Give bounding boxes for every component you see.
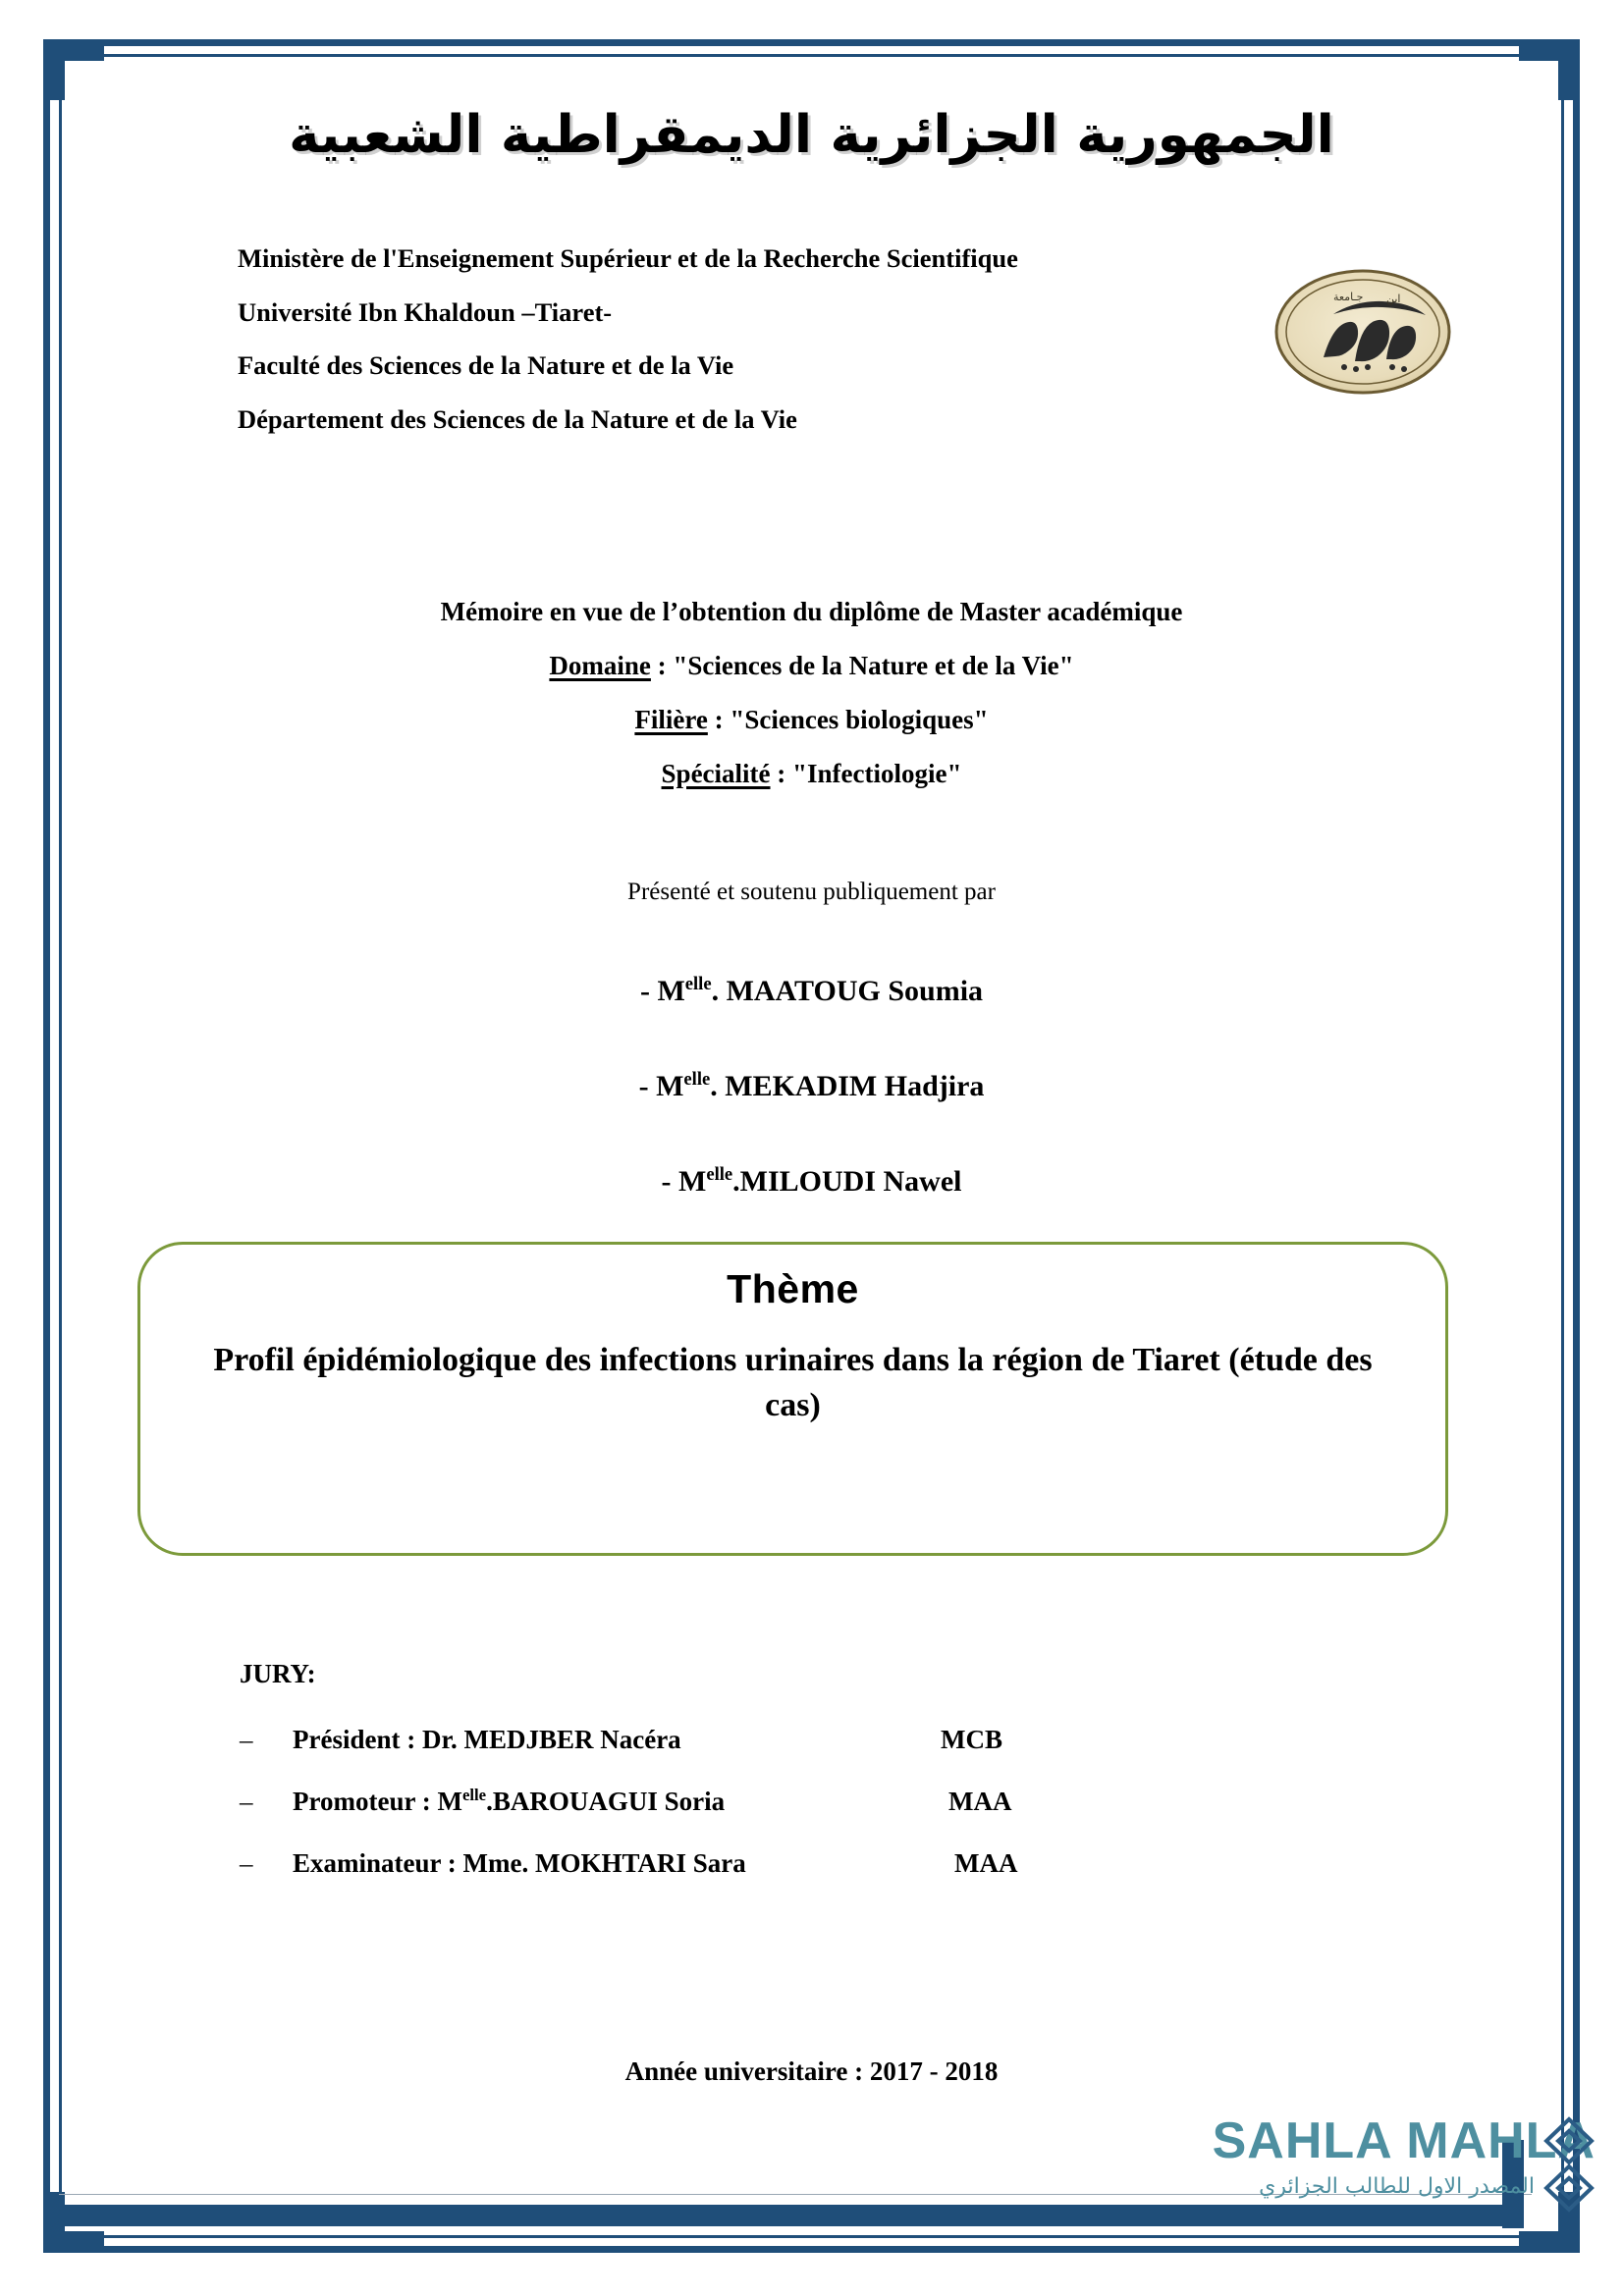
svg-text:جـامعة: جـامعة — [1333, 291, 1364, 303]
jury-heading: JURY: — [240, 1659, 316, 1688]
watermark-brand: SAHLA MAHLA — [1212, 2112, 1596, 2169]
domaine-value: : "Sciences de la Nature et de la Vie" — [657, 651, 1074, 680]
jury-role-promoteur-suffix: .BAROUAGUI Soria — [486, 1787, 726, 1816]
jury-role-president — [293, 1725, 941, 1755]
filiere-line — [0, 705, 1623, 735]
academic-year: Année universitaire : 2017 - 2018 — [624, 2056, 999, 2086]
jury-grade-president: MCB — [941, 1725, 1002, 1754]
students-list — [0, 974, 1623, 1262]
university-seal-logo — [1239, 263, 1487, 400]
institution-line-ministry: Ministère de l'Enseignement Supérieur et de la Recherche Scientifique — [238, 243, 1018, 273]
institution-line-department: Département des Sciences de la Nature et de la Vie — [238, 403, 797, 434]
student-2-prefix: - M — [638, 1070, 684, 1102]
svg-text:ابن: ابن — [1386, 293, 1401, 305]
student-1-name: . MAATOUG Soumia — [711, 975, 984, 1007]
degree-block — [0, 597, 1623, 813]
student-2-name: . MEKADIM Hadjira — [710, 1070, 985, 1102]
theme-box — [137, 1242, 1448, 1556]
student-name-2 — [0, 1069, 1623, 1102]
arabic-republic-title: الجمهورية الجزائرية الديمقراطية الشعبية — [289, 105, 1334, 165]
jury-role-president-text: Président : Dr. MEDJBER Nacéra — [293, 1725, 681, 1754]
jury-role-promoteur-sup: elle — [461, 1786, 487, 1804]
memoire-line: Mémoire en vue de l’obtention du diplôme de Master académique — [440, 597, 1183, 626]
student-name-1 — [0, 974, 1623, 1007]
institution-line-university: Université Ibn Khaldoun –Tiaret- — [238, 296, 613, 327]
jury-bullet-dash-2: – — [240, 1787, 253, 1816]
theme-subject: Profil épidémiologique des infections urinaires dans la région de Tiaret (étude des cas) — [213, 1342, 1373, 1423]
watermark-tagline: المصدر الاول للطالب الجزائري — [1259, 2174, 1535, 2199]
domaine-line — [0, 651, 1623, 681]
domaine-label: Domaine — [549, 651, 651, 680]
jury-row-promoteur — [240, 1787, 1320, 1817]
jury-role-examinateur-text: Examinateur : Mme. MOKHTARI Sara — [293, 1848, 746, 1878]
jury-row-examinateur — [240, 1848, 1320, 1879]
filiere-label: Filière — [634, 705, 708, 734]
filiere-value: : "Sciences biologiques" — [714, 705, 989, 734]
specialite-label: Spécialité — [661, 759, 771, 788]
jury-role-promoteur — [293, 1787, 941, 1817]
student-3-name: .MILOUDI Nawel — [732, 1165, 962, 1198]
student-2-honorific-sup: elle — [683, 1069, 711, 1090]
student-1-prefix: - M — [639, 975, 685, 1007]
jury-bullet-dash-1: – — [240, 1725, 253, 1754]
institution-line-faculty: Faculté des Sciences de la Nature et de la Vie — [238, 350, 734, 380]
student-name-3 — [0, 1164, 1623, 1198]
jury-row-president — [240, 1725, 1320, 1755]
sahla-mahla-watermark — [1134, 2112, 1596, 2199]
jury-grade-promoteur: MAA — [948, 1787, 1012, 1816]
student-3-prefix: - M — [661, 1165, 707, 1198]
jury-bullet-dash-3: – — [240, 1848, 253, 1878]
jury-grade-examinateur: MAA — [954, 1848, 1018, 1878]
jury-section — [240, 1659, 1320, 1910]
institution-block — [238, 245, 1318, 459]
presented-by-line: Présenté et soutenu publiquement par — [627, 879, 996, 905]
theme-title: Thème — [727, 1266, 859, 1311]
jury-role-examinateur — [293, 1848, 941, 1879]
specialite-line — [0, 759, 1623, 789]
jury-role-promoteur-text: Promoteur : M — [293, 1787, 462, 1816]
sahla-mahla-logo-icon — [1537, 2111, 1601, 2214]
specialite-value: : "Infectiologie" — [777, 759, 962, 788]
student-1-honorific-sup: elle — [684, 974, 712, 994]
student-3-honorific-sup: elle — [706, 1164, 733, 1185]
